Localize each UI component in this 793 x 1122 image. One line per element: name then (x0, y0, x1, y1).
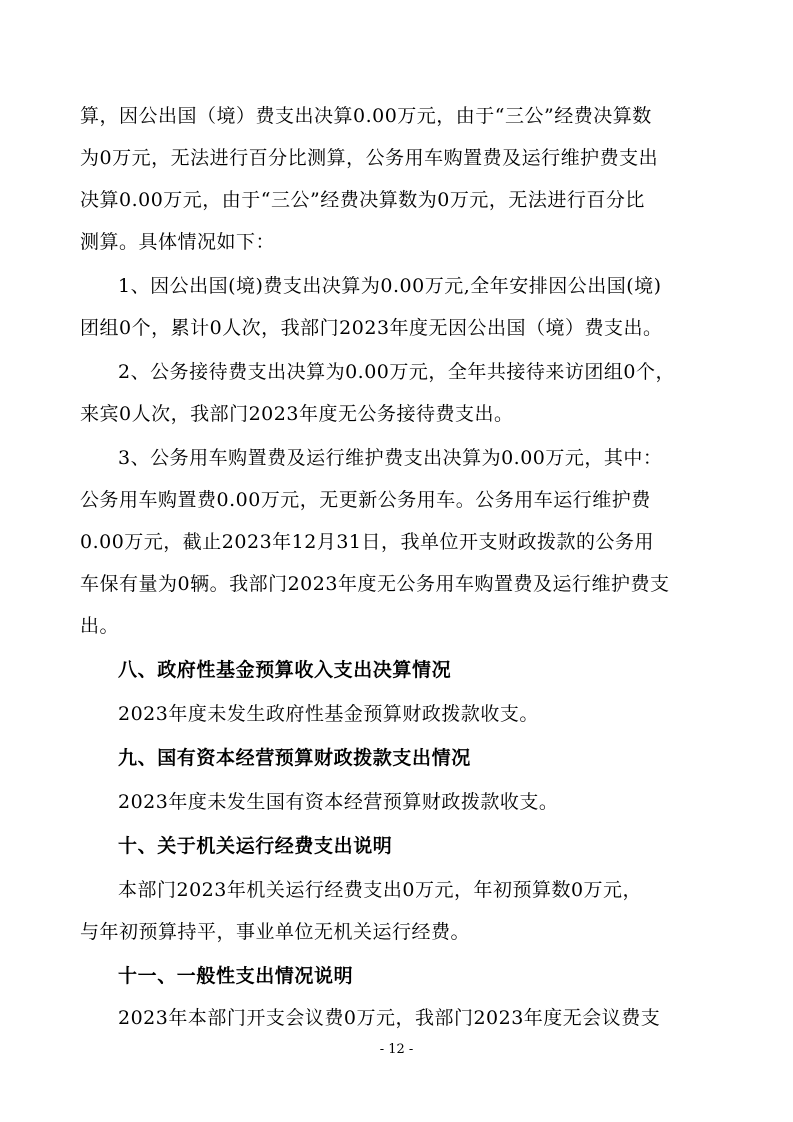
page-number: - 12 - (379, 1042, 414, 1057)
section-heading: 八、政府性基金预算收入支出决算情况 (118, 659, 452, 681)
paragraph-line: 2023年度未发生国有资本经营预算财政拨款收支。 (118, 791, 559, 813)
section-heading: 九、国有资本经营预算财政拨款支出情况 (118, 747, 471, 769)
paragraph-line: 本部门2023年机关运行经费支出0万元，年初预算数0万元， (118, 879, 643, 901)
paragraph-line: 公务用车购置费0.00万元，无更新公务用车。公务用车运行维护费 (80, 489, 651, 511)
paragraph-line: 测算。具体情况如下： (80, 231, 276, 253)
paragraph-line: 2、公务接待费支出决算为0.00万元，全年共接待来访团组0个， (118, 361, 675, 383)
paragraph-line: 为0万元，无法进行百分比测算，公务用车购置费及运行维护费支出 (80, 147, 659, 169)
paragraph-line: 出。 (80, 615, 120, 637)
paragraph-line: 0.00万元，截止2023年12月31日，我单位开支财政拨款的公务用 (80, 531, 655, 553)
paragraph-line: 2023年度未发生政府性基金预算财政拨款收支。 (118, 703, 539, 725)
paragraph-line: 与年初预算持平，事业单位无机关运行经费。 (80, 921, 471, 943)
paragraph-line: 2023年本部门开支会议费0万元，我部门2023年度无会议费支 (118, 1007, 661, 1029)
paragraph-line: 算，因公出国（境）费支出决算0.00万元，由于“三公”经费决算数 (80, 105, 652, 127)
paragraph-line: 车保有量为0辆。我部门2023年度无公务用车购置费及运行维护费支 (80, 573, 670, 595)
section-heading: 十一、一般性支出情况说明 (118, 965, 354, 987)
paragraph-line: 1、因公出国(境)费支出决算为0.00万元,全年安排因公出国(境) (118, 275, 662, 297)
section-heading: 十、关于机关运行经费支出说明 (118, 835, 393, 857)
paragraph-line: 团组0个，累计0人次，我部门2023年度无因公出国（境）费支出。 (80, 317, 663, 339)
paragraph-line: 来宾0人次，我部门2023年度无公务接待费支出。 (80, 403, 514, 425)
paragraph-line: 3、公务用车购置费及运行维护费支出决算为0.00万元，其中： (118, 447, 663, 469)
paragraph-line: 决算0.00万元，由于“三公”经费决算数为0万元，无法进行百分比 (80, 189, 645, 211)
